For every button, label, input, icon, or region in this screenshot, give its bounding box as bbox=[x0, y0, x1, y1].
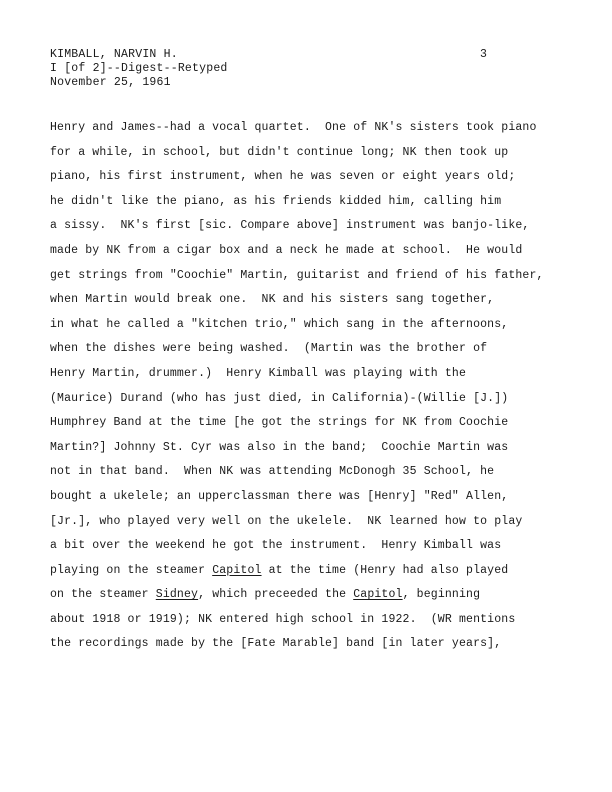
text-segment: the recordings made by the [Fate Marable] band [in later years], bbox=[50, 637, 502, 651]
document-header bbox=[50, 48, 228, 90]
text-segment: about 1918 or 1919); NK entered high school in 1922. (WR mentions bbox=[50, 612, 516, 626]
text-segment: playing on the steamer bbox=[50, 563, 213, 577]
transcript-line bbox=[50, 465, 570, 490]
text-segment: in what he called a "kitchen trio," which sang in the afternoons, bbox=[50, 317, 509, 331]
text-segment: Humphrey Band at the time [he got the strings for NK from Coochie bbox=[50, 416, 509, 430]
transcript-line bbox=[50, 441, 570, 466]
transcript-line bbox=[50, 490, 570, 515]
text-segment: piano, his first instrument, when he was seven or eight years old; bbox=[50, 170, 516, 184]
transcript-line bbox=[50, 637, 570, 662]
underlined-title: Capitol bbox=[212, 563, 262, 577]
page-number: 3 bbox=[480, 48, 487, 61]
text-segment: Martin?] Johnny St. Cyr was also in the band; Coochie Martin was bbox=[50, 440, 509, 454]
text-segment: a bit over the weekend he got the instrument. Henry Kimball was bbox=[50, 539, 502, 553]
transcript-line bbox=[50, 293, 570, 318]
text-segment: when the dishes were being washed. (Martin was the brother of bbox=[50, 342, 488, 356]
transcript-line bbox=[50, 269, 570, 294]
text-segment: (Maurice) Durand (who has just died, in California)-(Willie [J.]) bbox=[50, 391, 509, 405]
text-segment: at the time (Henry had also played bbox=[261, 563, 509, 577]
underlined-title: Sidney bbox=[155, 588, 199, 602]
transcript-line bbox=[50, 342, 570, 367]
transcript-line bbox=[50, 564, 570, 589]
transcript-body bbox=[50, 121, 570, 662]
text-segment: [Jr.], who played very well on the ukelele. NK learned how to play bbox=[50, 514, 523, 528]
transcript-line bbox=[50, 146, 570, 171]
text-segment: Henry Martin, drummer.) Henry Kimball was playing with the bbox=[50, 366, 467, 380]
text-segment: on the steamer bbox=[50, 588, 156, 602]
transcript-line bbox=[50, 416, 570, 441]
transcript-line bbox=[50, 170, 570, 195]
text-segment: , beginning bbox=[402, 588, 481, 602]
text-segment: bought a ukelele; an upperclassman there was [Henry] "Red" Allen, bbox=[50, 489, 509, 503]
underlined-title: Capitol bbox=[353, 588, 403, 602]
transcript-line bbox=[50, 244, 570, 269]
transcript-line bbox=[50, 588, 570, 613]
text-segment: , which preceeded the bbox=[198, 588, 354, 602]
transcript-line bbox=[50, 121, 570, 146]
interview-date: November 25, 1961 bbox=[50, 76, 171, 89]
transcript-line bbox=[50, 392, 570, 417]
transcript-line bbox=[50, 613, 570, 638]
text-segment: he didn't like the piano, as his friends kidded him, calling him bbox=[50, 194, 502, 208]
text-segment: a sissy. NK's first [sic. Compare above] instrument was banjo-like, bbox=[50, 219, 530, 233]
transcript-line bbox=[50, 539, 570, 564]
text-segment: Henry and James--had a vocal quartet. One of NK's sisters took piano bbox=[50, 121, 537, 134]
interviewee-name: KIMBALL, NARVIN H. bbox=[50, 48, 178, 61]
transcript-line bbox=[50, 318, 570, 343]
transcript-line bbox=[50, 195, 570, 220]
text-segment: not in that band. When NK was attending McDonogh 35 School, he bbox=[50, 465, 495, 479]
transcript-line bbox=[50, 367, 570, 392]
text-segment: made by NK from a cigar box and a neck he made at school. He would bbox=[50, 243, 523, 257]
text-segment: get strings from "Coochie" Martin, guitarist and friend of his father, bbox=[50, 268, 544, 282]
transcript-line bbox=[50, 219, 570, 244]
text-segment: when Martin would break one. NK and his sisters sang together, bbox=[50, 293, 495, 307]
reel-info: I [of 2]--Digest--Retyped bbox=[50, 62, 228, 75]
transcript-line bbox=[50, 515, 570, 540]
text-segment: for a while, in school, but didn't continue long; NK then took up bbox=[50, 145, 509, 159]
